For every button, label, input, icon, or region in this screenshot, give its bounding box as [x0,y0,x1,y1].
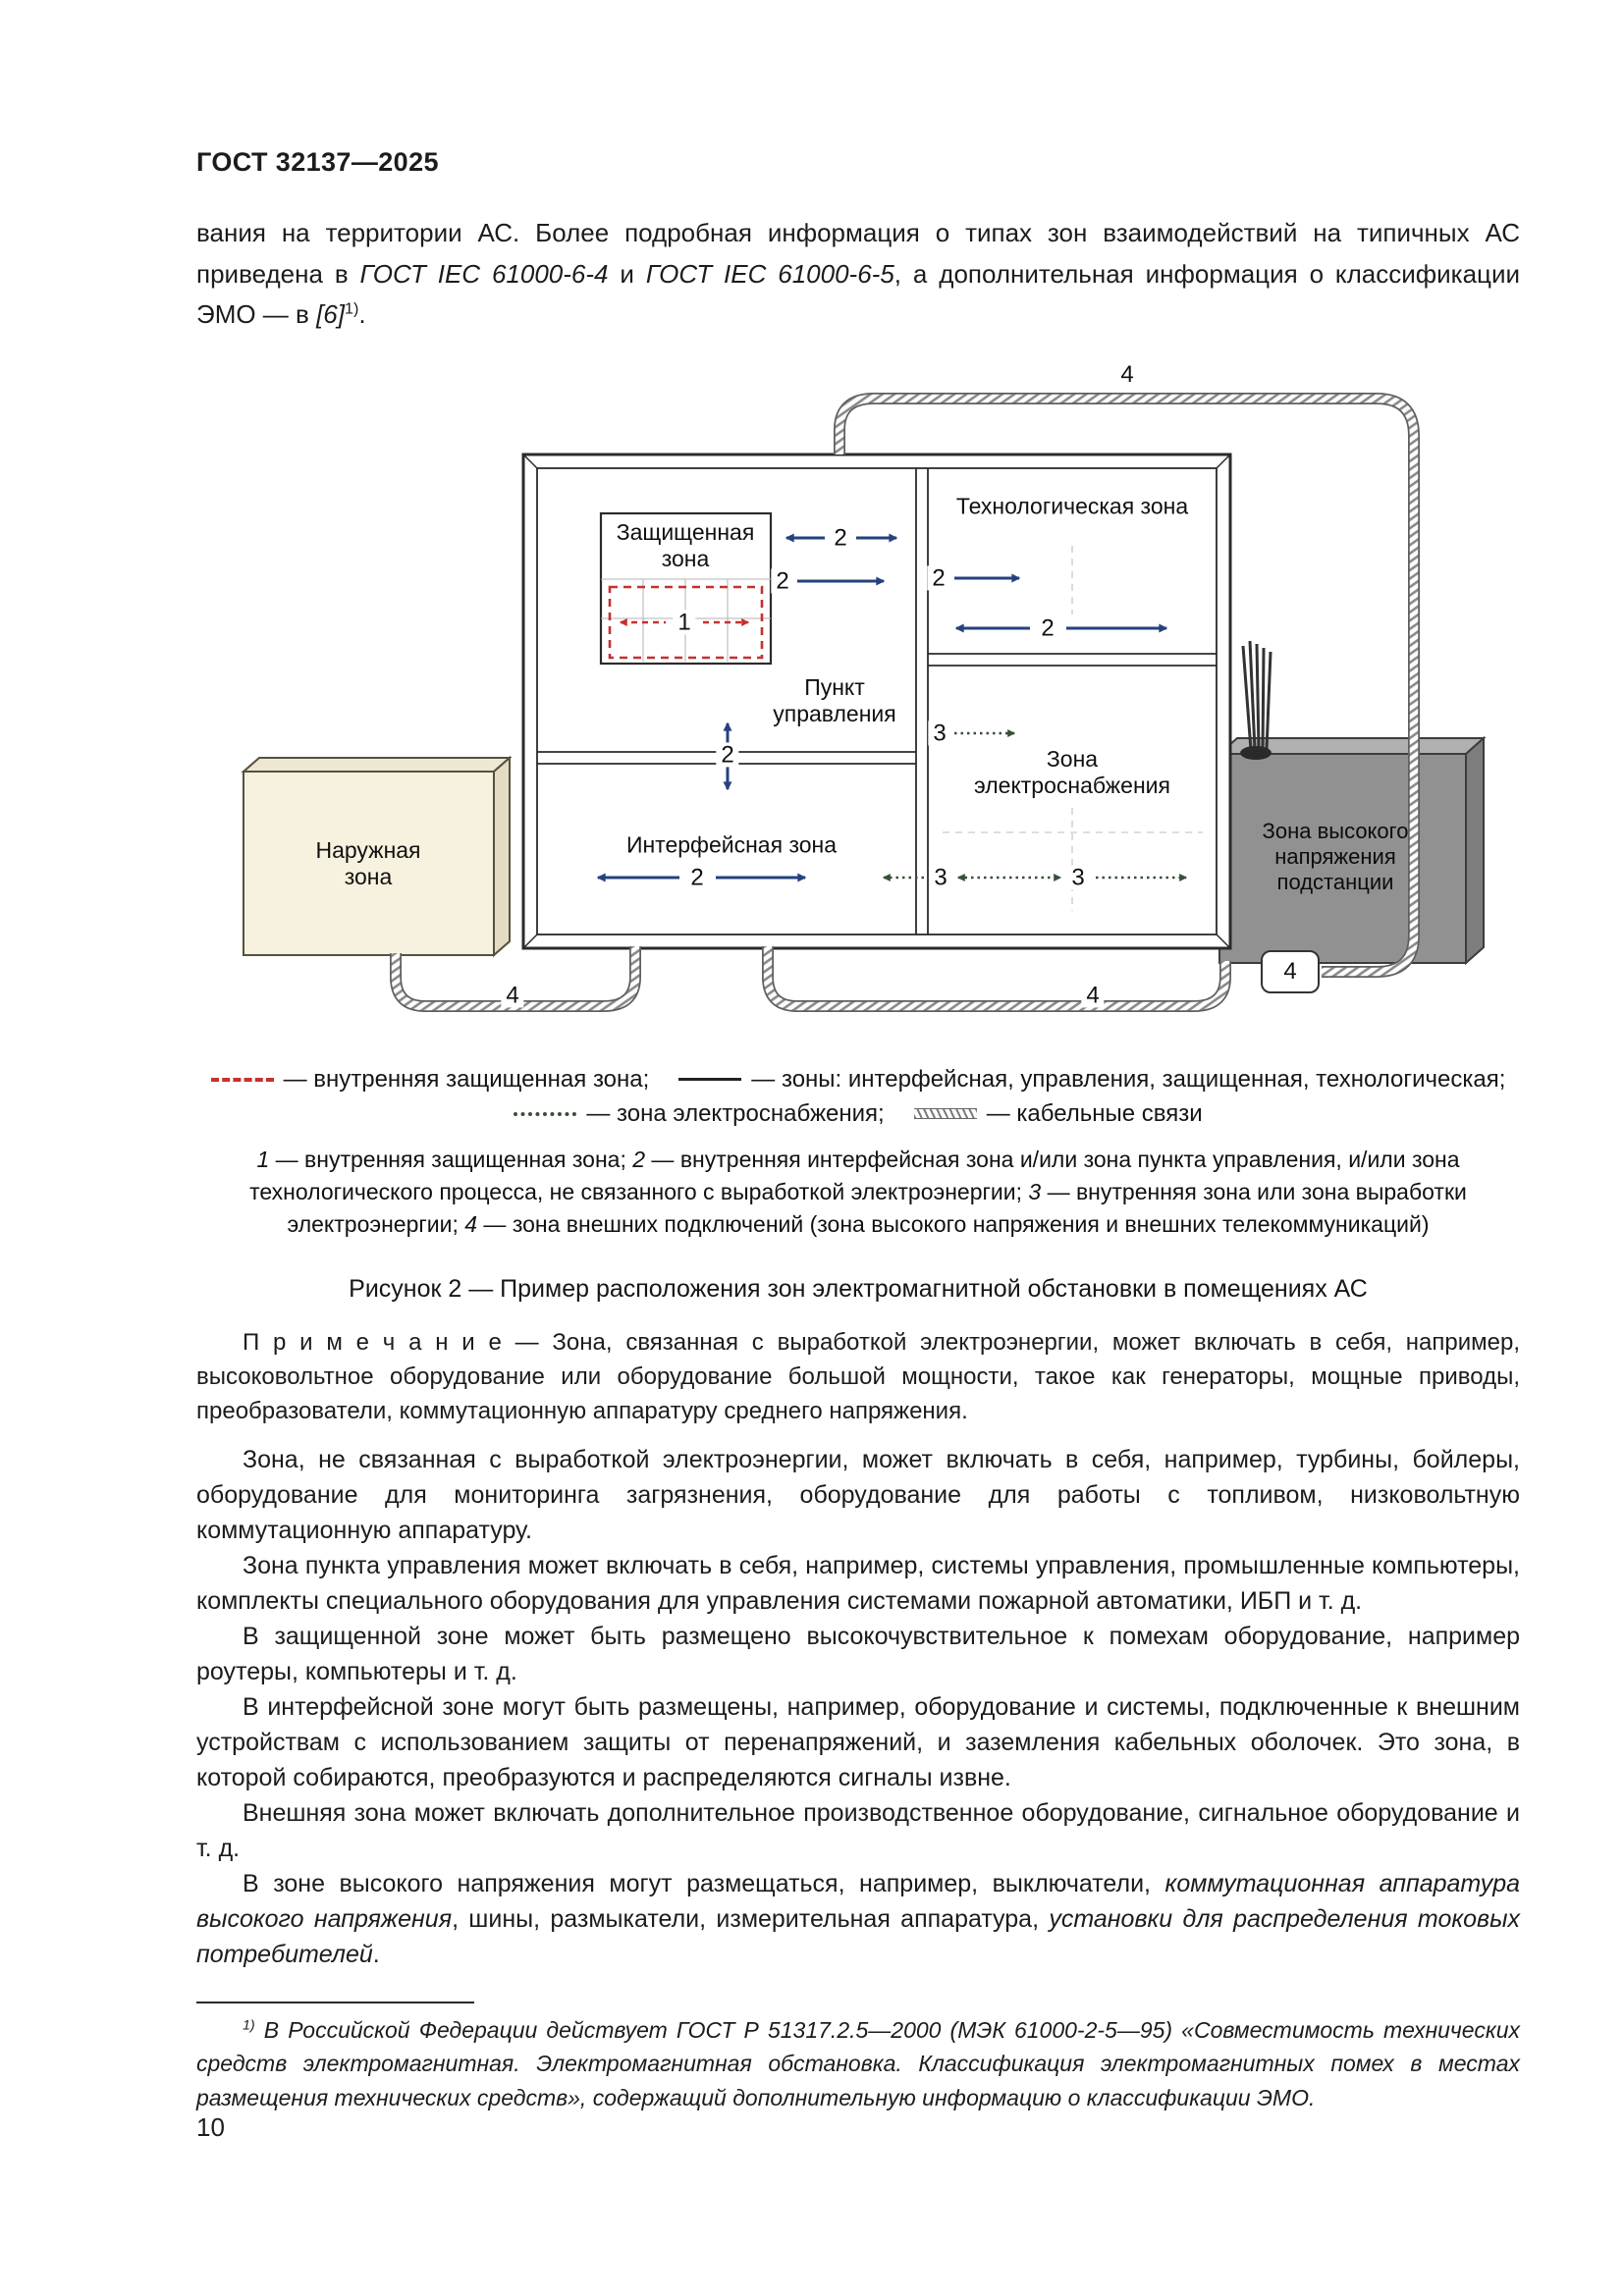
note-body: — Зона, связанная с выработкой электроэнергии, может включать в себя, например, высоковольтное оборудование или оборудование большой мощности, такое как генераторы, мощные приводы, преобразователи, коммутационную аппаратуру среднего напряжения. [196,1328,1520,1424]
legend-row-1 [196,1066,1520,1094]
marker-1-protected: 1 [673,610,695,634]
paragraph-italic: коммутационная аппаратура высокого напряжения [196,1869,1521,1933]
technological-zone-label: Технологическая зона [955,493,1189,519]
paragraph-control-point: Зона пункта управления может включать в себя, например, системы управления, промышленные компьютеры, комплекты специального оборудования для управления системами пожарной автоматики, ИБП и т. д. [196,1551,1520,1615]
note-text: — зона внешних подключений (зона высокого напряжения и внешних телекоммуникаций) [477,1211,1430,1238]
marker-3-c: 3 [1066,865,1089,889]
cable-bottom-middle [768,946,1225,1006]
intro-text: вания на территории АС. Более подробная информация о типах зон взаимодействий на типичных АС приведена в [196,218,1520,289]
legend-item-zones [678,1066,1505,1094]
figure-number-notes [235,1144,1482,1242]
note-text: — внутренняя зона или зона выработки электроэнергии; [287,1179,1467,1238]
legend-item-cable [914,1100,1203,1128]
legend-row-2 [196,1100,1520,1128]
zone-diagram-figure [196,361,1520,1048]
intro-text: и [608,258,646,289]
legend-label: — зона электроснабжения; [586,1099,885,1127]
paragraph-interface-zone: В интерфейсной зоне могут быть размещены, например, оборудование и системы, подключенные к внешним устройствам с использованием защиты от перенапряжений, и заземления кабельных оболочек. Это зона, в которой собираются, преобразуются и распределяются сигналы извне. [196,1692,1520,1791]
page-content [196,147,1520,2114]
marker-2-b: 2 [771,568,793,593]
marker-2-a: 2 [829,525,851,550]
paragraph-protected-zone: В защищенной зоне может быть размещено высокочувствительное к помехам оборудование, например роутеры, компьютеры и т. д. [196,1622,1520,1685]
marker-4-connection-box: 4 [1283,957,1297,985]
figure-caption: Рисунок 2 — Пример расположения зон электромагнитной обстановки в помещениях АС [349,1274,1368,1303]
control-point-label: Пункт управления [773,673,896,726]
page-number: 10 [196,2112,225,2142]
note-number-4: 4 [464,1211,478,1238]
paragraph-power-generation: Зона, не связанная с выработкой электроэнергии, может включать в себя, например, турбины, бойлеры, оборудование для мониторинга загрязнения, оборудование для работы с топливом, низковольтную коммутационную аппаратуру. [196,1445,1520,1544]
interface-zone-label: Интерфейсная зона [625,831,838,858]
footnote-separator [196,2002,474,2003]
dotted-line-swatch [514,1112,576,1116]
red-dashed-line-swatch [211,1078,274,1082]
paragraph-high-voltage-zone [196,1866,1520,1972]
intro-paragraph [196,213,1520,336]
gost-ref-2: ГОСТ IEC 61000-6-5 [645,258,894,289]
intro-text: , а дополнительная информация о классификации ЭМО — в [196,258,1520,330]
marker-4-bottom-middle: 4 [1081,983,1104,1007]
paragraph-text: . [372,1940,380,1968]
marker-4-bottom-left: 4 [501,983,523,1007]
legend-item-protected [211,1066,650,1094]
doc-code: ГОСТ 32137—2025 [196,147,439,177]
footnote-text: В Российской Федерации действует ГОСТ Р 51317.2.5—2000 (МЭК 61000-2-5—95) «Совместимость технических средств электромагнитная. Электромагнитная обстановка. Классификация электромагнитных помех в местах размещения технических средств», содержащий дополнительную информацию о классификации ЭМО. [196,2016,1520,2110]
legend-item-power [514,1100,884,1128]
legend-label: — кабельные связи [986,1099,1203,1127]
paragraph-text: В зоне высокого напряжения могут размещаться, например, выключатели, [243,1869,1165,1897]
high-voltage-zone-label: Зона высокого напряжения подстанции [1262,818,1409,894]
note-text: — внутренняя защищенная зона; [269,1146,633,1172]
legend-label: — внутренняя защищенная зона; [283,1065,650,1093]
bib-ref: [6] [316,299,345,330]
note-number-3: 3 [1028,1179,1042,1205]
intro-text: . [358,299,366,330]
power-supply-zone-label: Зона электроснабжения [974,745,1170,798]
marker-2-e: 2 [716,742,738,767]
outdoor-zone-label: Наружная зона [315,836,421,889]
solid-line-swatch [678,1078,741,1081]
marker-3-a: 3 [928,721,950,745]
note-number-2: 2 [632,1146,646,1172]
footnote-number: 1) [243,2017,255,2034]
note-number-1: 1 [256,1146,270,1172]
hatched-line-swatch [914,1108,977,1119]
note-paragraph [196,1325,1520,1428]
marker-2-c: 2 [927,565,949,590]
marker-2-d: 2 [1036,615,1058,640]
paragraph-external-zone: Внешняя зона может включать дополнительное производственное оборудование, сигнальное оборудование и т. д. [196,1798,1520,1862]
protected-zone-label: Защищенная зона [616,518,755,571]
footnote-marker: 1) [344,299,359,318]
paragraph-text: , шины, размыкатели, измерительная аппаратура, [452,1904,1050,1933]
marker-3-b: 3 [929,865,951,889]
footnote [196,2013,1520,2115]
paragraph-italic: установки для распределения токовых потребителей [196,1904,1520,1968]
legend-label: — зоны: интерфейсная, управления, защищенная, технологическая; [751,1065,1506,1093]
figure-legend [196,1066,1520,1128]
note-label: П р и м е ч а н и е [243,1328,502,1356]
marker-4-top: 4 [1120,360,1134,388]
note-text: — внутренняя интерфейсная зона и/или зона пункта управления, и/или зона технологического процесса, не связанного с выработкой электроэнергии; [249,1146,1460,1205]
marker-2-f: 2 [685,865,708,889]
gost-ref-1: ГОСТ IEC 61000-6-4 [359,258,609,289]
